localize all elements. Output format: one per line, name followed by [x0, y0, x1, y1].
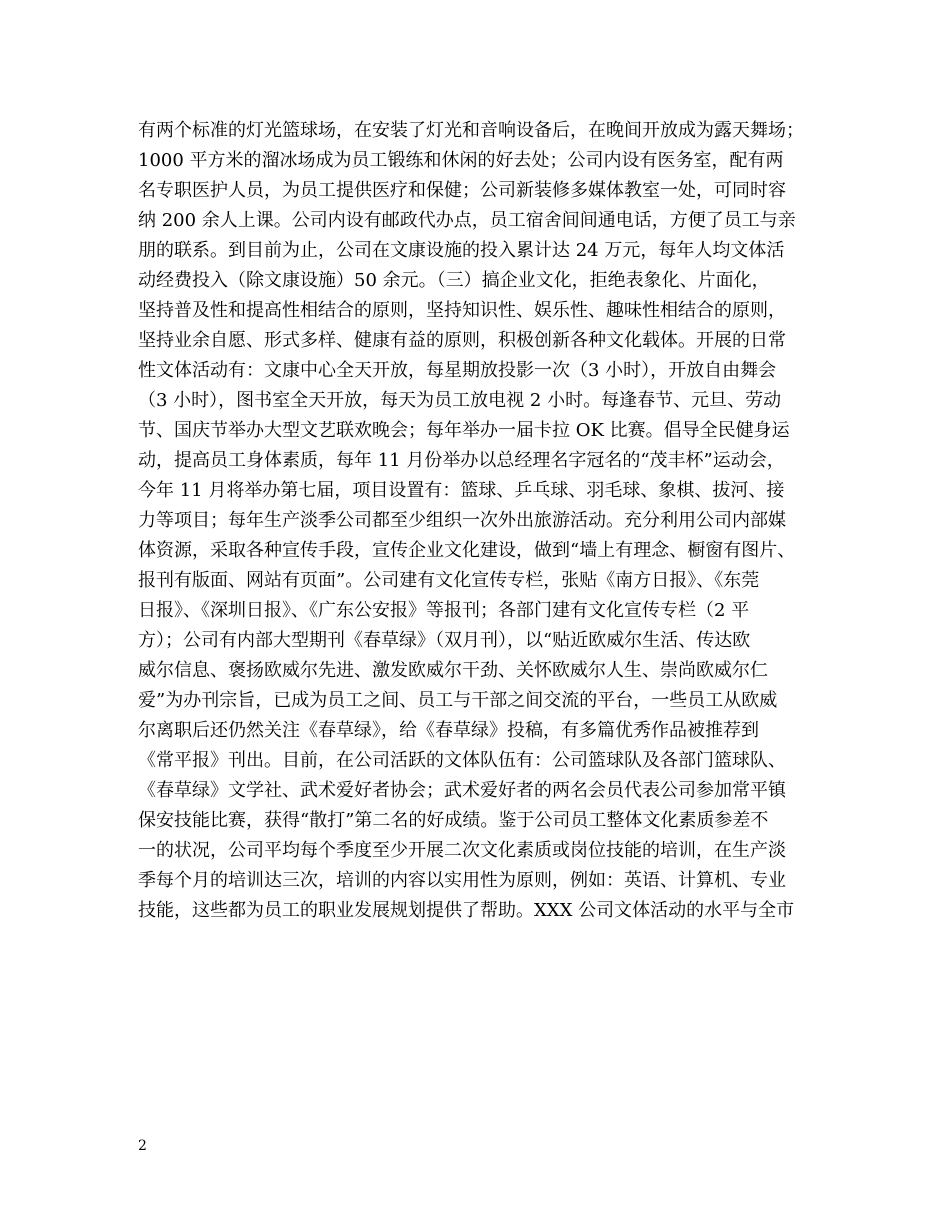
text-line: 坚持普及性和提高性相结合的原则，坚持知识性、娱乐性、趣味性相结合的原则，: [138, 300, 786, 321]
text-line: 纳 200 余人上课。公司内设有邮政代办点，员工宿舍间间通电话，方便了员工与亲: [138, 210, 796, 231]
text-line: 今年 11 月将举办第七届，项目设置有：篮球、乒乓球、羽毛球、象棋、拔河、接: [138, 480, 785, 501]
text-line: 季每个月的培训达三次，培训的内容以实用性为原则，例如：英语、计算机、专业: [138, 870, 786, 891]
text-line: 一的状况，公司平均每个季度至少开展二次文化素质或岗位技能的培训，在生产淡: [138, 840, 786, 861]
text-line: 《春草绿》文学社、武术爱好者协会；武术爱好者的两名会员代表公司参加常平镇: [138, 780, 786, 801]
text-line: 坚持业余自愿、形式多样、健康有益的原则，积极创新各种文化载体。开展的日常: [138, 330, 786, 351]
text-line: 性文体活动有：文康中心全天开放，每星期放投影一次（3 小时），开放自由舞会: [138, 360, 777, 381]
text-line: 力等项目；每年生产淡季公司都至少组织一次外出旅游活动。充分利用公司内部媒: [138, 510, 786, 531]
text-line: 体资源，采取各种宣传手段，宣传企业文化建设，做到“墙上有理念、橱窗有图片、: [138, 540, 796, 561]
text-line: 节、国庆节举办大型文艺联欢晚会；每年举办一届卡拉 OK 比赛。倡导全民健身运: [138, 420, 790, 441]
text-line: 尔离职后还仍然关注《春草绿》，给《春草绿》投稿，有多篇优秀作品被推荐到: [138, 720, 759, 741]
text-line: （3 小时），图书室全天开放，每天为员工放电视 2 小时。每逢春节、元旦、劳动: [138, 390, 782, 411]
text-line: 有两个标准的灯光篮球场，在安装了灯光和音响设备后，在晚间开放成为露天舞场；: [138, 120, 804, 141]
text-line: 爱”为办刊宗旨，已成为员工之间、员工与干部之间交流的平台，一些员工从欧威: [138, 690, 778, 711]
body-paragraph: [138, 116, 828, 926]
text-line: 方）；公司有内部大型期刊《春草绿》（双月刊），以“贴近欧威尔生活、传达欧: [138, 630, 751, 651]
text-line: 威尔信息、褒扬欧威尔先进、激发欧威尔干劲、关怀欧威尔人生、崇尚欧威尔仁: [138, 660, 768, 681]
text-line: 名专职医护人员，为员工提供医疗和保健；公司新装修多媒体教室一处，可同时容: [138, 180, 786, 201]
text-line: 动，提高员工身体素质，每年 11 月份举办以总经理名字冠名的“茂丰杯”运动会，: [138, 450, 785, 471]
text-line: 1000 平方米的溜冰场成为员工锻练和休闲的好去处；公司内设有医务室，配有两: [138, 150, 784, 171]
text-line: 动经费投入（除文康设施）50 余元。（三）搞企业文化，拒绝表象化、片面化，: [138, 270, 770, 291]
text-line: 保安技能比赛，获得“散打”第二名的好成绩。鉴于公司员工整体文化素质参差不: [138, 810, 769, 831]
text-line: 报刊有版面、网站有页面”。公司建有文化宣传专栏，张贴《南方日报》、《东莞: [138, 570, 760, 591]
text-line: 日报》、《深圳日报》、《广东公安报》等报刊；各部门建有文化宣传专栏（2 平: [138, 600, 750, 621]
page-number: 2: [138, 1138, 147, 1154]
text-line: 朋的联系。到目前为止，公司在文康设施的投入累计达 24 万元，每年人均文体活: [138, 240, 785, 261]
text-line: 技能，这些都为员工的职业发展规划提供了帮助。XXX 公司文体活动的水平与全市: [138, 900, 795, 921]
text-line: 《常平报》刊出。目前，在公司活跃的文体队伍有：公司篮球队及各部门篮球队、: [138, 750, 786, 771]
